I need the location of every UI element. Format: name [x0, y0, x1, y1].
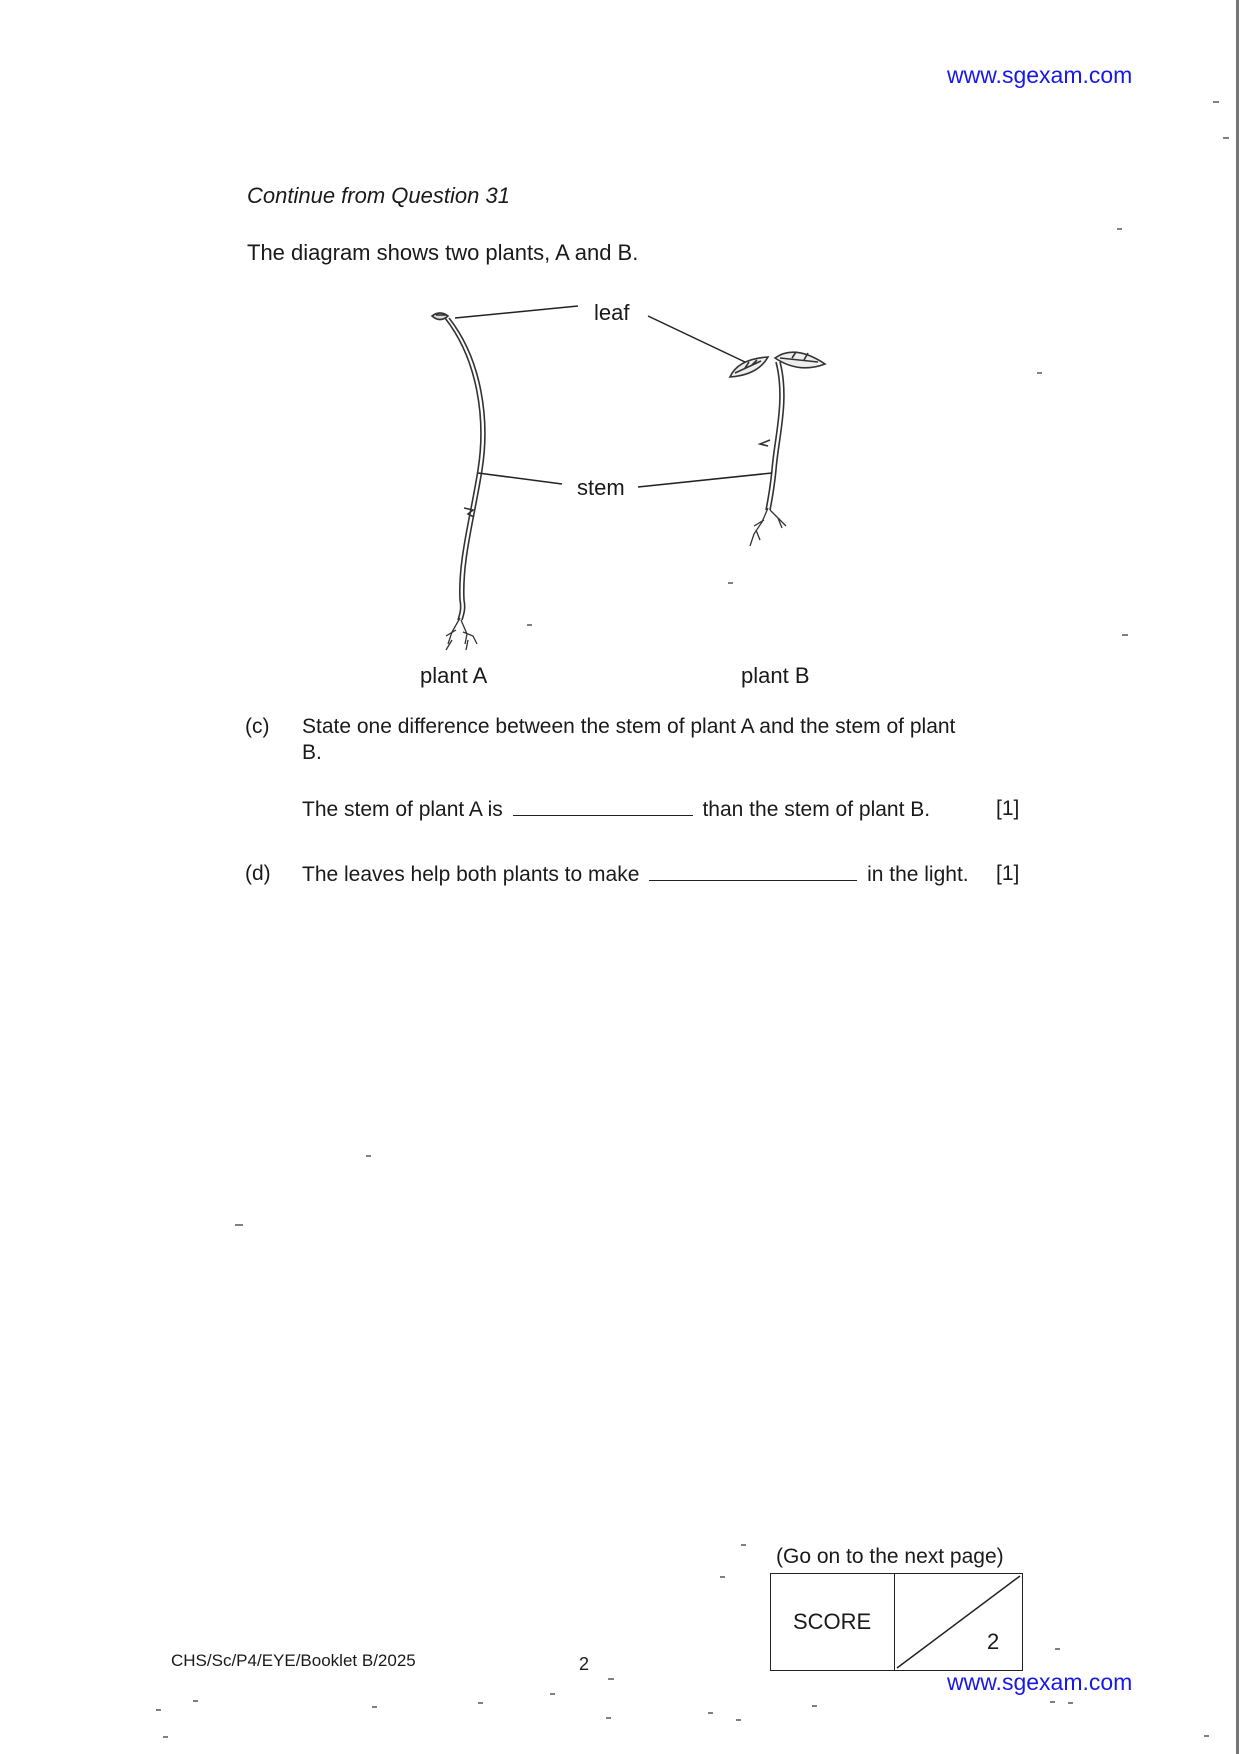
question-c-answer-before: The stem of plant A is — [302, 798, 503, 821]
label-plant-a: plant A — [420, 663, 488, 688]
footer-site-link[interactable]: www.sgexam.com — [947, 1669, 1133, 1695]
go-on-note: (Go on to the next page) — [776, 1545, 1004, 1568]
question-d-label: (d) — [245, 862, 271, 885]
score-max: 2 — [987, 1629, 1000, 1654]
score-label: SCORE — [793, 1609, 872, 1634]
label-stem: stem — [577, 475, 625, 500]
page-number: 2 — [579, 1654, 590, 1674]
booklet-code: CHS/Sc/P4/EYE/Booklet B/2025 — [171, 1651, 416, 1670]
question-d-answer-after: in the light. — [867, 863, 969, 886]
label-leaf: leaf — [594, 300, 630, 325]
question-d-marks: [1] — [996, 862, 1020, 885]
continue-note: Continue from Question 31 — [247, 183, 510, 208]
question-d-answer-before: The leaves help both plants to make — [302, 863, 640, 886]
question-c-label: (c) — [245, 715, 270, 738]
header-site-link[interactable]: www.sgexam.com — [947, 62, 1133, 88]
question-c-prompt-line1: State one difference between the stem of plant A and the stem of plant — [302, 715, 956, 738]
question-c-marks: [1] — [996, 797, 1020, 820]
label-plant-b: plant B — [741, 663, 810, 688]
intro-text: The diagram shows two plants, A and B. — [247, 240, 639, 265]
question-c-answer-after: than the stem of plant B. — [702, 798, 931, 821]
question-c-prompt-line2: B. — [302, 741, 322, 764]
